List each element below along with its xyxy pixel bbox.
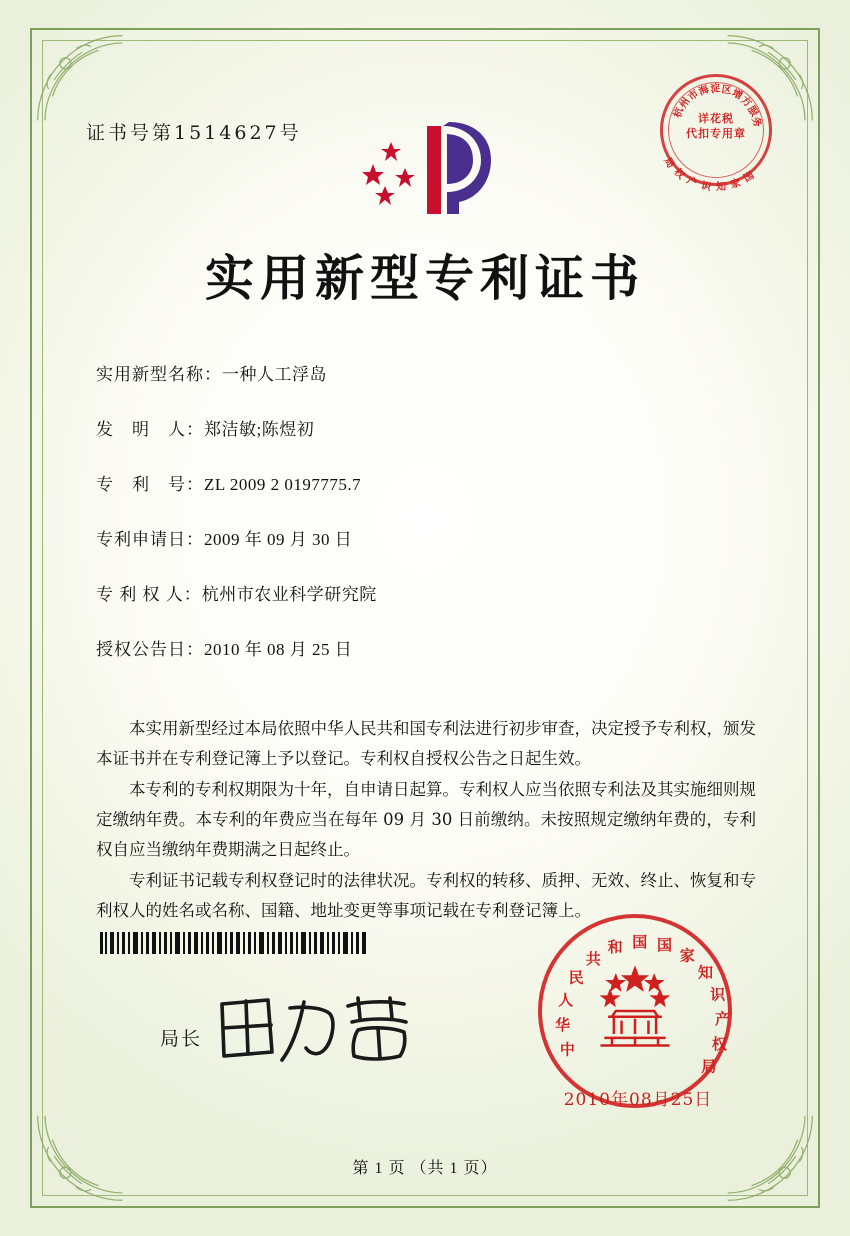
field-label: 授权公告日： xyxy=(96,640,204,659)
field-label: 专 利 权 人： xyxy=(96,585,202,604)
scan-bleed-text xyxy=(52,192,172,215)
field-label: 专 利 号： xyxy=(96,475,204,494)
field-row-patentee xyxy=(96,580,756,605)
barcode xyxy=(100,932,370,954)
page-title: 实用新型专利证书 xyxy=(204,249,645,307)
field-list xyxy=(96,360,756,690)
seal-arc-top-text: 杭 州 市 海 淀 区 增 方 服 务 xyxy=(672,83,763,129)
field-value: 杭州市农业科学研究院 xyxy=(201,585,377,604)
sipo-logo-icon xyxy=(355,112,495,222)
field-row-grant-date xyxy=(96,635,756,660)
field-value: 一种人工浮岛 xyxy=(222,365,327,384)
field-label: 发 明 人： xyxy=(96,420,204,439)
field-value: 2009 年 09 月 30 日 xyxy=(204,530,353,549)
official-seal: 中 华 人 民 共 和 国 国 家 知 识 产 权 局 xyxy=(538,914,732,1108)
director-label: 局长 xyxy=(160,1029,203,1050)
field-value: 2010 年 08 月 25 日 xyxy=(204,640,353,659)
body-text xyxy=(96,714,756,927)
seal-date: 2010年08月25日 xyxy=(563,1090,713,1110)
field-row-inventors xyxy=(96,415,756,440)
field-label: 实用新型名称： xyxy=(96,365,222,384)
seal-center-text: 详花税 代扣专用章 xyxy=(686,113,746,140)
corner-ornament-icon xyxy=(34,32,126,124)
paragraph-1: 本实用新型经过本局依照中华人民共和国专利法进行初步审查，决定授予专利权，颁发本证书并在专利登记簿上予以登记。专利权自授权公告之日起生效。 xyxy=(96,719,756,768)
director-signature xyxy=(208,988,418,1068)
field-row-application-date xyxy=(96,525,756,550)
field-row-patent-number xyxy=(96,470,756,495)
field-label: 专利申请日： xyxy=(96,530,204,549)
field-value: 郑洁敏;陈煜初 xyxy=(204,420,315,439)
page-footer: 第 1 页 （共 1 页） xyxy=(352,1160,498,1177)
tax-stamp-seal xyxy=(660,74,772,194)
paragraph-2: 本专利的专利权期限为十年，自申请日起算。专利权人应当依照专利法及其实施细则规定缴纳年费。本专利的年费应当在每年 09 月 30 日前缴纳。未按照规定缴纳年费的，专利权自应当缴纳年费期满之日起终止。 xyxy=(96,780,756,859)
seal-arc-bottom-text: 国 家 知 识 产 权 局 xyxy=(661,156,757,194)
national-emblem-icon xyxy=(587,963,683,1059)
field-row-name xyxy=(96,360,756,385)
certificate-number: 证书号第1514627号 xyxy=(86,122,302,144)
field-value: ZL 2009 2 0197775.7 xyxy=(204,475,362,494)
paragraph-3: 专利证书记载专利权登记时的法律状况。专利权的转移、质押、无效、终止、恢复和专利权人的姓名或名称、国籍、地址变更等事项记载在专利登记簿上。 xyxy=(96,871,756,920)
